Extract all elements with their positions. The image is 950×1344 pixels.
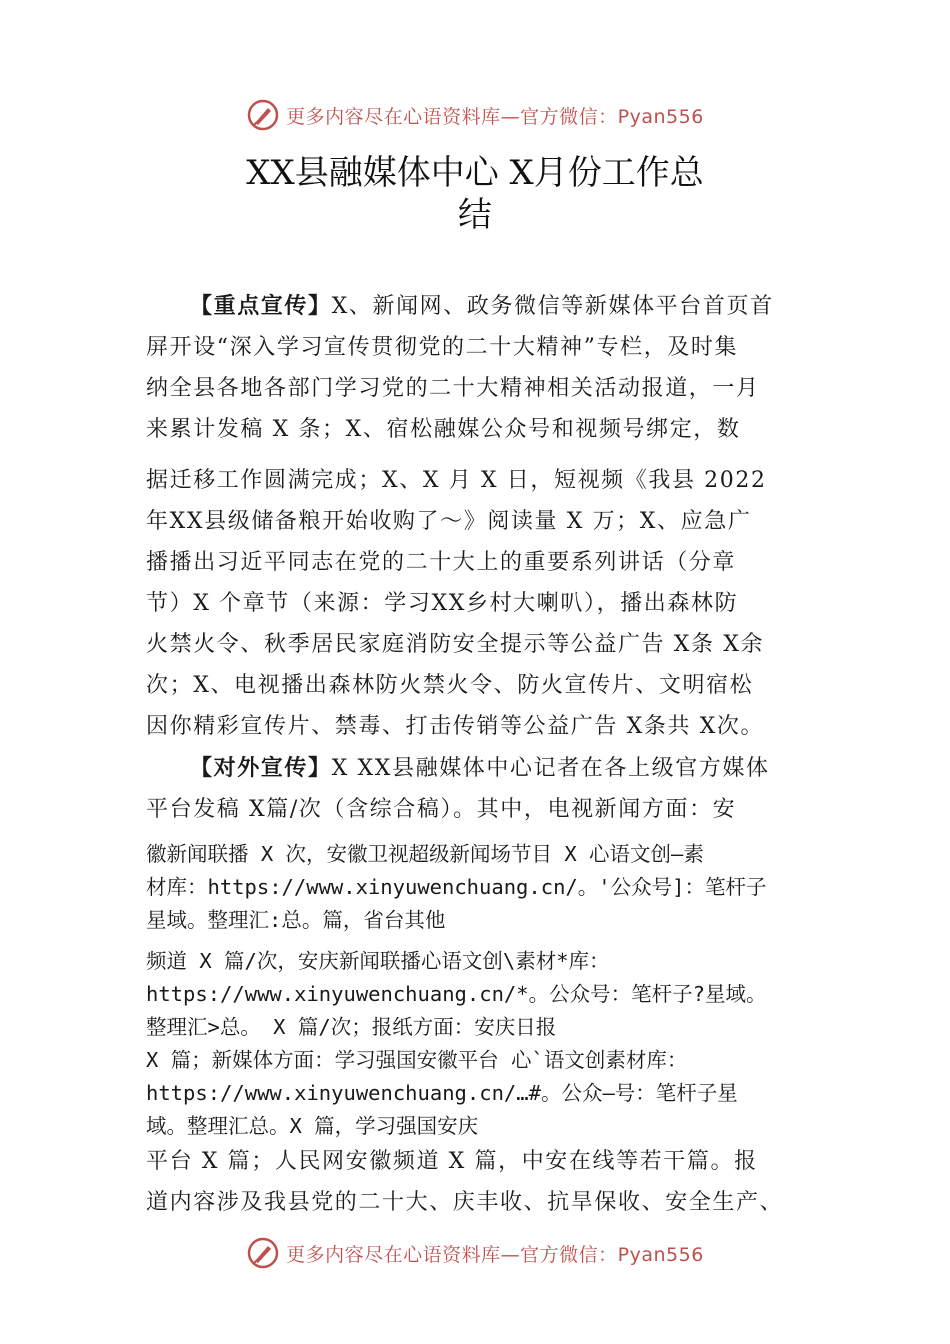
document-title xyxy=(0,152,950,236)
paragraph-external-publicity: 【对外宣传】X XX县融媒体中心记者在各上级官方媒体 平台发稿 X篇/次（含综合稿）。其中，电视新闻方面：安 xyxy=(146,755,770,822)
pen-logo-icon xyxy=(246,98,280,132)
paragraph-key-publicity: 【重点宣传】X、新闻网、政务微信等新媒体平台首页首 屏开设“深入学习宣传贯彻党的二十大精神”专栏，及时集 纳全县各地各部门学习党的二十大精神相关活动报道，一月 来累计发稿 X 条；X、宿松融媒公众号和视频号绑定，数 xyxy=(146,293,774,442)
title-line-2: 结 xyxy=(458,195,492,235)
footer-watermark-text: 更多内容尽在心语资料库—官方微信：Pyan556 xyxy=(286,1243,704,1266)
header-watermark xyxy=(0,95,950,135)
paragraph-final: 平台 X 篇；人民网安徽频道 X 篇，中安在线等若干篇。报 道内容涉及我县党的二十大、庆丰收、抗旱保收、安全生产、 xyxy=(146,1149,784,1215)
title-line-1: XX县融媒体中心 X月份工作总 xyxy=(246,153,704,193)
inserted-text-block-3: X 篇；新媒体方面：学习强国安徽平台 心`语文创素材库： https://www.xinyuwenchuang.cn/…#。公众—号：笔杆子星 域。整理汇总。X 篇，学习强国安庆 xyxy=(146,1048,738,1138)
footer-watermark xyxy=(0,1233,950,1273)
inserted-text-block-2: 频道 X 篇/次，安庆新闻联播心语文创\素材*库： https://www.xinyuwenchuang.cn/*。公众号：笔杆子?星域。 整理汇>总。 X 篇/次；报纸方面：安庆日报 xyxy=(146,949,767,1039)
section-tag: 【重点宣传】 xyxy=(190,293,332,319)
paragraph-continued: 据迁移工作圆满完成；X、X 月 X 日，短视频《我县 2022 年XX县级储备粮开始收购了～》阅读量 X 万；X、应急广 播播出习近平同志在党的二十大上的重要系列讲话（分章 节）X 个章节（来源：学习XX乡村大喇叭），播出森林防 火禁火令、秋季居民家庭消防安全提示等公益广告 X条 X余 次；X、电视播出森林防火禁火令、防火宣传片、文明宿松 因你精彩宣传片、禁毒、打击传销等公益广告 X条共 X次。 xyxy=(146,468,767,739)
section-tag: 【对外宣传】 xyxy=(190,755,332,781)
inserted-text-block-1: 徽新闻联播 X 次，安徽卫视超级新闻场节目 X 心语文创—素 材库：https://www.xinyuwenchuang.cn/。'公众号]：笔杆子 星域。整理汇:总。篇，省台其他 xyxy=(146,842,767,932)
pen-logo-icon xyxy=(246,1236,280,1270)
header-watermark-text: 更多内容尽在心语资料库—官方微信：Pyan556 xyxy=(286,105,704,128)
